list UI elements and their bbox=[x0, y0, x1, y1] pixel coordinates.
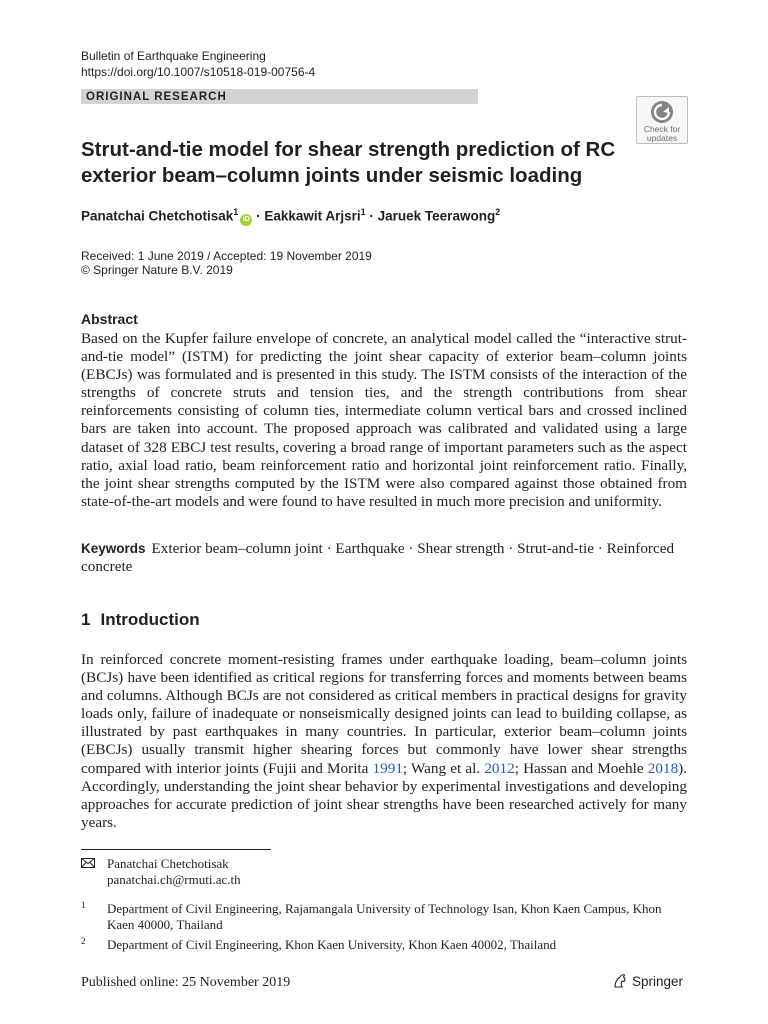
affiliation-mark: 1 bbox=[360, 207, 366, 217]
author-name[interactable]: Panatchai Chetchotisak bbox=[81, 208, 234, 224]
author-list bbox=[81, 207, 500, 226]
section-title: Introduction bbox=[100, 610, 200, 629]
copyright: © Springer Nature B.V. 2019 bbox=[81, 263, 233, 277]
affiliation-text: Department of Civil Engineering, Rajamangala University of Technology Isan, Khon Kaen Campus, Khon Kaen 40000, Thailand bbox=[107, 901, 662, 932]
author-name[interactable]: Jaruek Teerawong bbox=[377, 208, 496, 224]
updates-label: updates bbox=[646, 133, 678, 143]
corresponding-author bbox=[81, 856, 241, 888]
affiliation-2 bbox=[81, 937, 667, 953]
keywords-text: Exterior beam–column joint · Earthquake · Shear strength · Strut-and-tie · Reinforced concrete bbox=[81, 540, 675, 576]
keywords bbox=[81, 540, 687, 576]
orcid-icon[interactable]: iD bbox=[240, 214, 252, 226]
abstract-heading: Abstract bbox=[81, 311, 138, 327]
contact-email[interactable]: panatchai.ch@rmuti.ac.th bbox=[107, 872, 241, 887]
received-accepted: Received: 1 June 2019 / Accepted: 19 November 2019 bbox=[81, 249, 372, 263]
affiliation-mark: 1 bbox=[233, 207, 239, 217]
citation-link[interactable]: 1991 bbox=[372, 759, 403, 777]
affiliation-1 bbox=[81, 901, 667, 932]
citation-link[interactable]: 2018 bbox=[647, 759, 679, 777]
check-for-label: Check for bbox=[643, 124, 681, 134]
article-dates bbox=[81, 249, 372, 277]
title-line-2: exterior beam–column joints under seismic loading bbox=[81, 164, 583, 187]
author-separator: · bbox=[365, 208, 378, 224]
paragraph-text: ; Hassan and Moehle bbox=[514, 759, 648, 777]
journal-name: Bulletin of Earthquake Engineering bbox=[81, 49, 266, 63]
check-for-updates-badge[interactable] bbox=[636, 96, 688, 144]
springer-label: Springer bbox=[632, 974, 684, 989]
citation-link[interactable]: 2012 bbox=[484, 759, 515, 777]
abstract-text: Based on the Kupfer failure envelope of concrete, an analytical model called the “interactive strut-and-tie model” (ISTM) for predicting the joint shear capacity of exterior beam–column joints (EBCJs) was formulated and is presented in this study. The ISTM consists of the interaction of the strengths of concrete struts and tension ties, and the strength contributions from shear reinforcements consisting of column ties, intermediate column vertical bars and crossed inclined bars are taken into account. The proposed approach was calibrated and validated using a large dataset of 328 EBCJ test results, covering a broad range of important parameters such as the aspect ratio, axial load ratio, beam reinforcement ratio and horizontal joint reinforcement ratio. Finally, the joint shear strengths computed by the ISTM were also compared against those obtained from state-of-the-art models and were found to have resulted in much more precision and uniformity. bbox=[81, 330, 687, 510]
section-heading-introduction bbox=[81, 610, 200, 630]
section-band: ORIGINAL RESEARCH bbox=[81, 89, 478, 104]
author-separator: · bbox=[252, 208, 265, 224]
contact-name: Panatchai Chetchotisak bbox=[107, 856, 229, 871]
springer-logo bbox=[612, 973, 683, 989]
author-name[interactable]: Eakkawit Arjsri bbox=[264, 208, 361, 224]
section-number: 1 bbox=[81, 610, 91, 629]
article-title bbox=[81, 137, 641, 189]
paragraph-text: ; Wang et al. bbox=[402, 759, 485, 777]
introduction-paragraph bbox=[81, 651, 687, 832]
keywords-label: Keywords bbox=[81, 541, 146, 556]
published-online: Published online: 25 November 2019 bbox=[81, 975, 291, 990]
journal-header bbox=[81, 48, 315, 80]
affiliation-text: Department of Civil Engineering, Khon Kaen University, Khon Kaen 40002, Thailand bbox=[107, 937, 557, 952]
doi-link[interactable]: https://doi.org/10.1007/s10518-019-00756-4 bbox=[81, 65, 316, 79]
affiliation-mark: 2 bbox=[495, 207, 501, 217]
springer-horse-icon bbox=[612, 973, 628, 989]
paragraph-text: ). Accordingly, understanding the joint shear behavior by experimental investigations and developing approaches for accurate prediction of joint shear strengths have been researched actively for many years. bbox=[81, 759, 688, 831]
affiliation-mark: 1 bbox=[81, 900, 86, 910]
paragraph-text: In reinforced concrete moment-resisting frames under earthquake loading, beam–column joints (BCJs) have been identified as critical regions for transferring forces and moments between beams and columns. Although BCJs are not considered as critical members in practical designs for gravity loads only, failure of inadequate or nonseismically designed joints can lead to building collapse, as illustrated by past earthquakes in many countries. In particular, exterior beam–column joints (EBCJs) usually transmit higher shearing forces but commonly have lower shear strengths compared with interior joints (Fujii and Morita bbox=[81, 651, 687, 777]
affiliation-mark: 2 bbox=[81, 936, 86, 946]
footnote-divider bbox=[81, 849, 271, 850]
title-line-1: Strut-and-tie model for shear strength prediction of RC bbox=[81, 138, 616, 161]
refresh-icon bbox=[649, 99, 675, 125]
envelope-icon bbox=[81, 858, 95, 868]
